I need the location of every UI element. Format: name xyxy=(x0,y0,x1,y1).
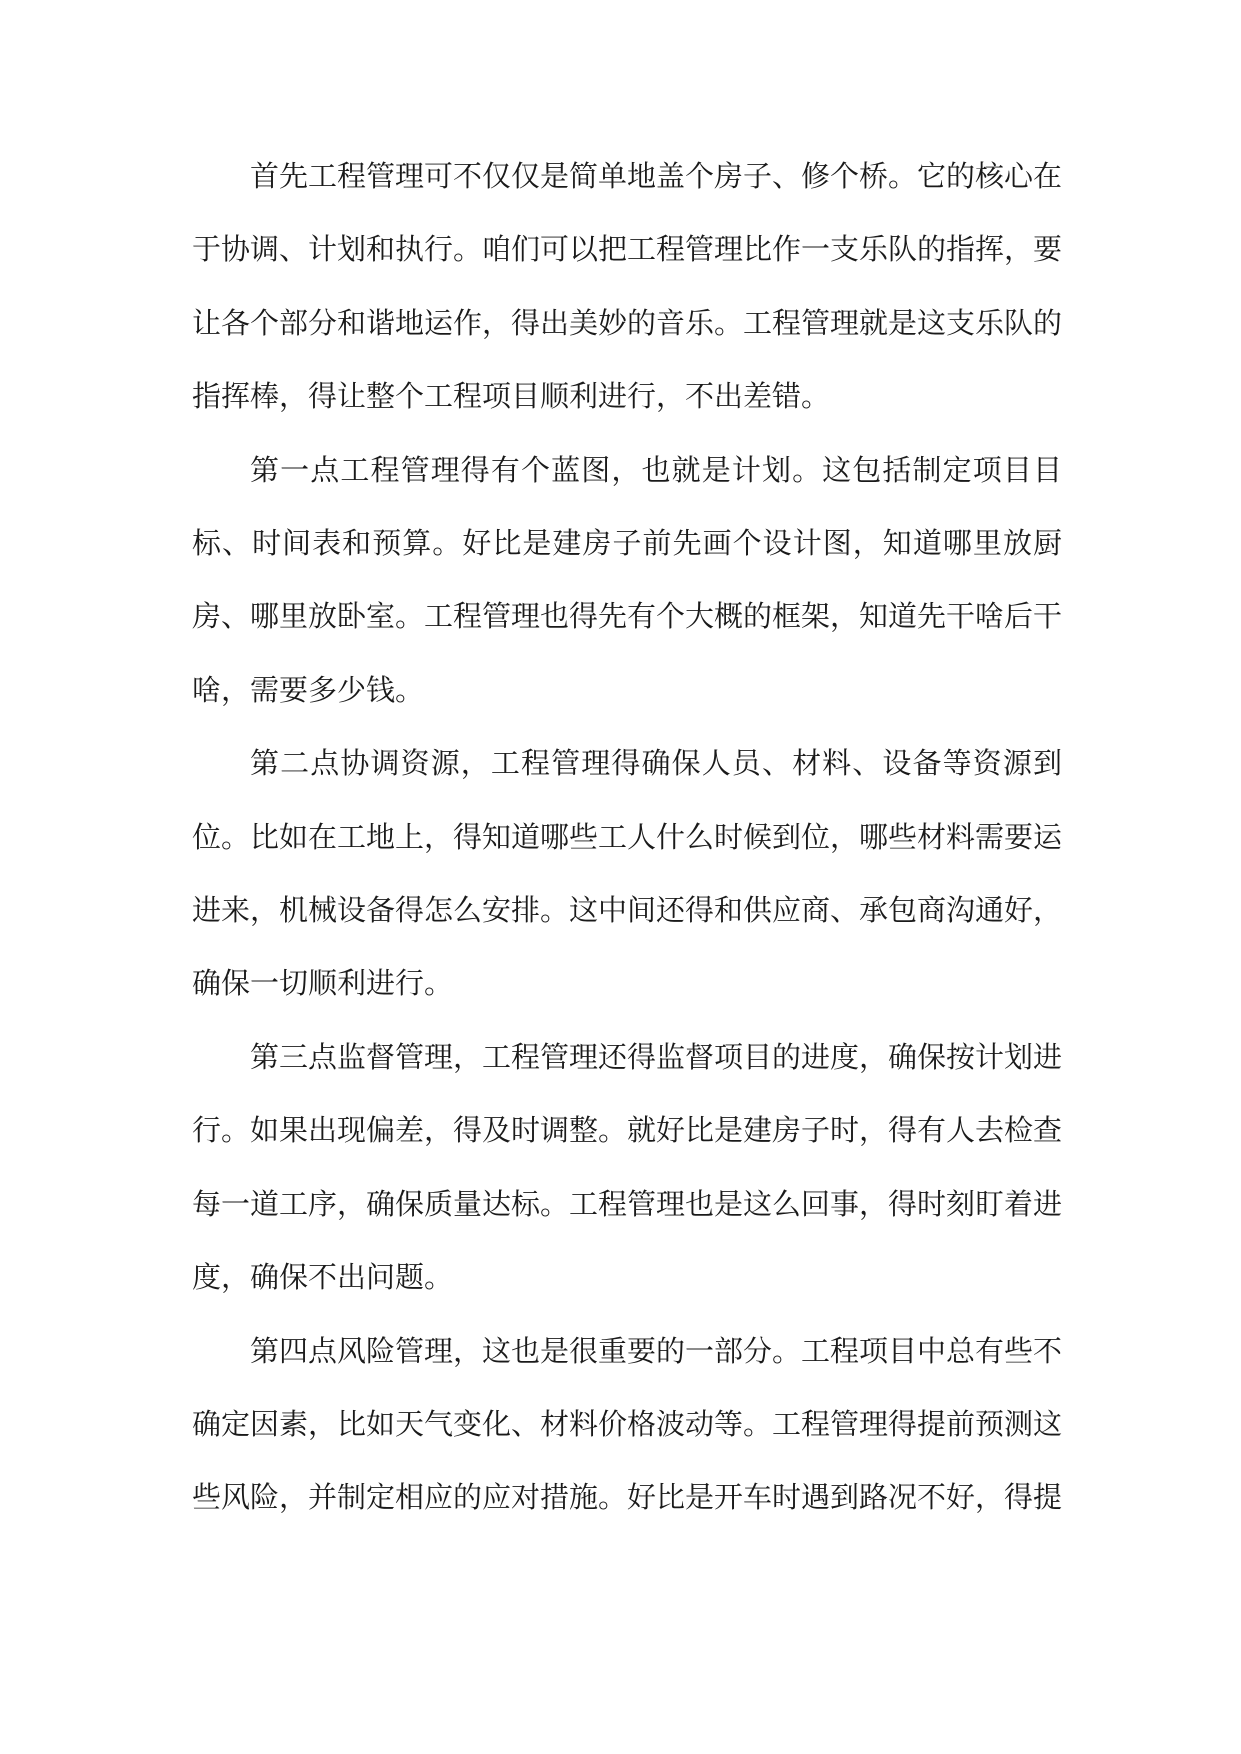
paragraph-intro: 首先工程管理可不仅仅是简单地盖个房子、修个桥。它的核心在于协调、计划和执行。咱们可以把工程管理比作一支乐队的指挥，要让各个部分和谐地运作，得出美妙的音乐。工程管理就是这支乐队的指挥棒，得让整个工程项目顺利进行，不出差错。 xyxy=(192,159,1063,414)
paragraph-resources: 第二点协调资源，工程管理得确保人员、材料、设备等资源到位。比如在工地上，得知道哪些工人什么时候到位，哪些材料需要运进来，机械设备得怎么安排。这中间还得和供应商、承包商沟通好，确保一切顺利进行。 xyxy=(192,746,1063,1001)
paragraph-planning: 第一点工程管理得有个蓝图，也就是计划。这包括制定项目目标、时间表和预算。好比是建房子前先画个设计图，知道哪里放厨房、哪里放卧室。工程管理也得先有个大概的框架，知道先干啥后干啥，需要多少钱。 xyxy=(192,452,1063,707)
document-body xyxy=(192,140,1062,1535)
paragraph-risk: 第四点风险管理，这也是很重要的一部分。工程项目中总有些不确定因素，比如天气变化、材料价格波动等。工程管理得提前预测这些风险，并制定相应的应对措施。好比是开车时遇到路况不好，得提 xyxy=(192,1333,1063,1515)
paragraph-supervision: 第三点监督管理，工程管理还得监督项目的进度，确保按计划进行。如果出现偏差，得及时调整。就好比是建房子时，得有人去检查每一道工序，确保质量达标。工程管理也是这么回事，得时刻盯着进度，确保不出问题。 xyxy=(192,1039,1063,1295)
